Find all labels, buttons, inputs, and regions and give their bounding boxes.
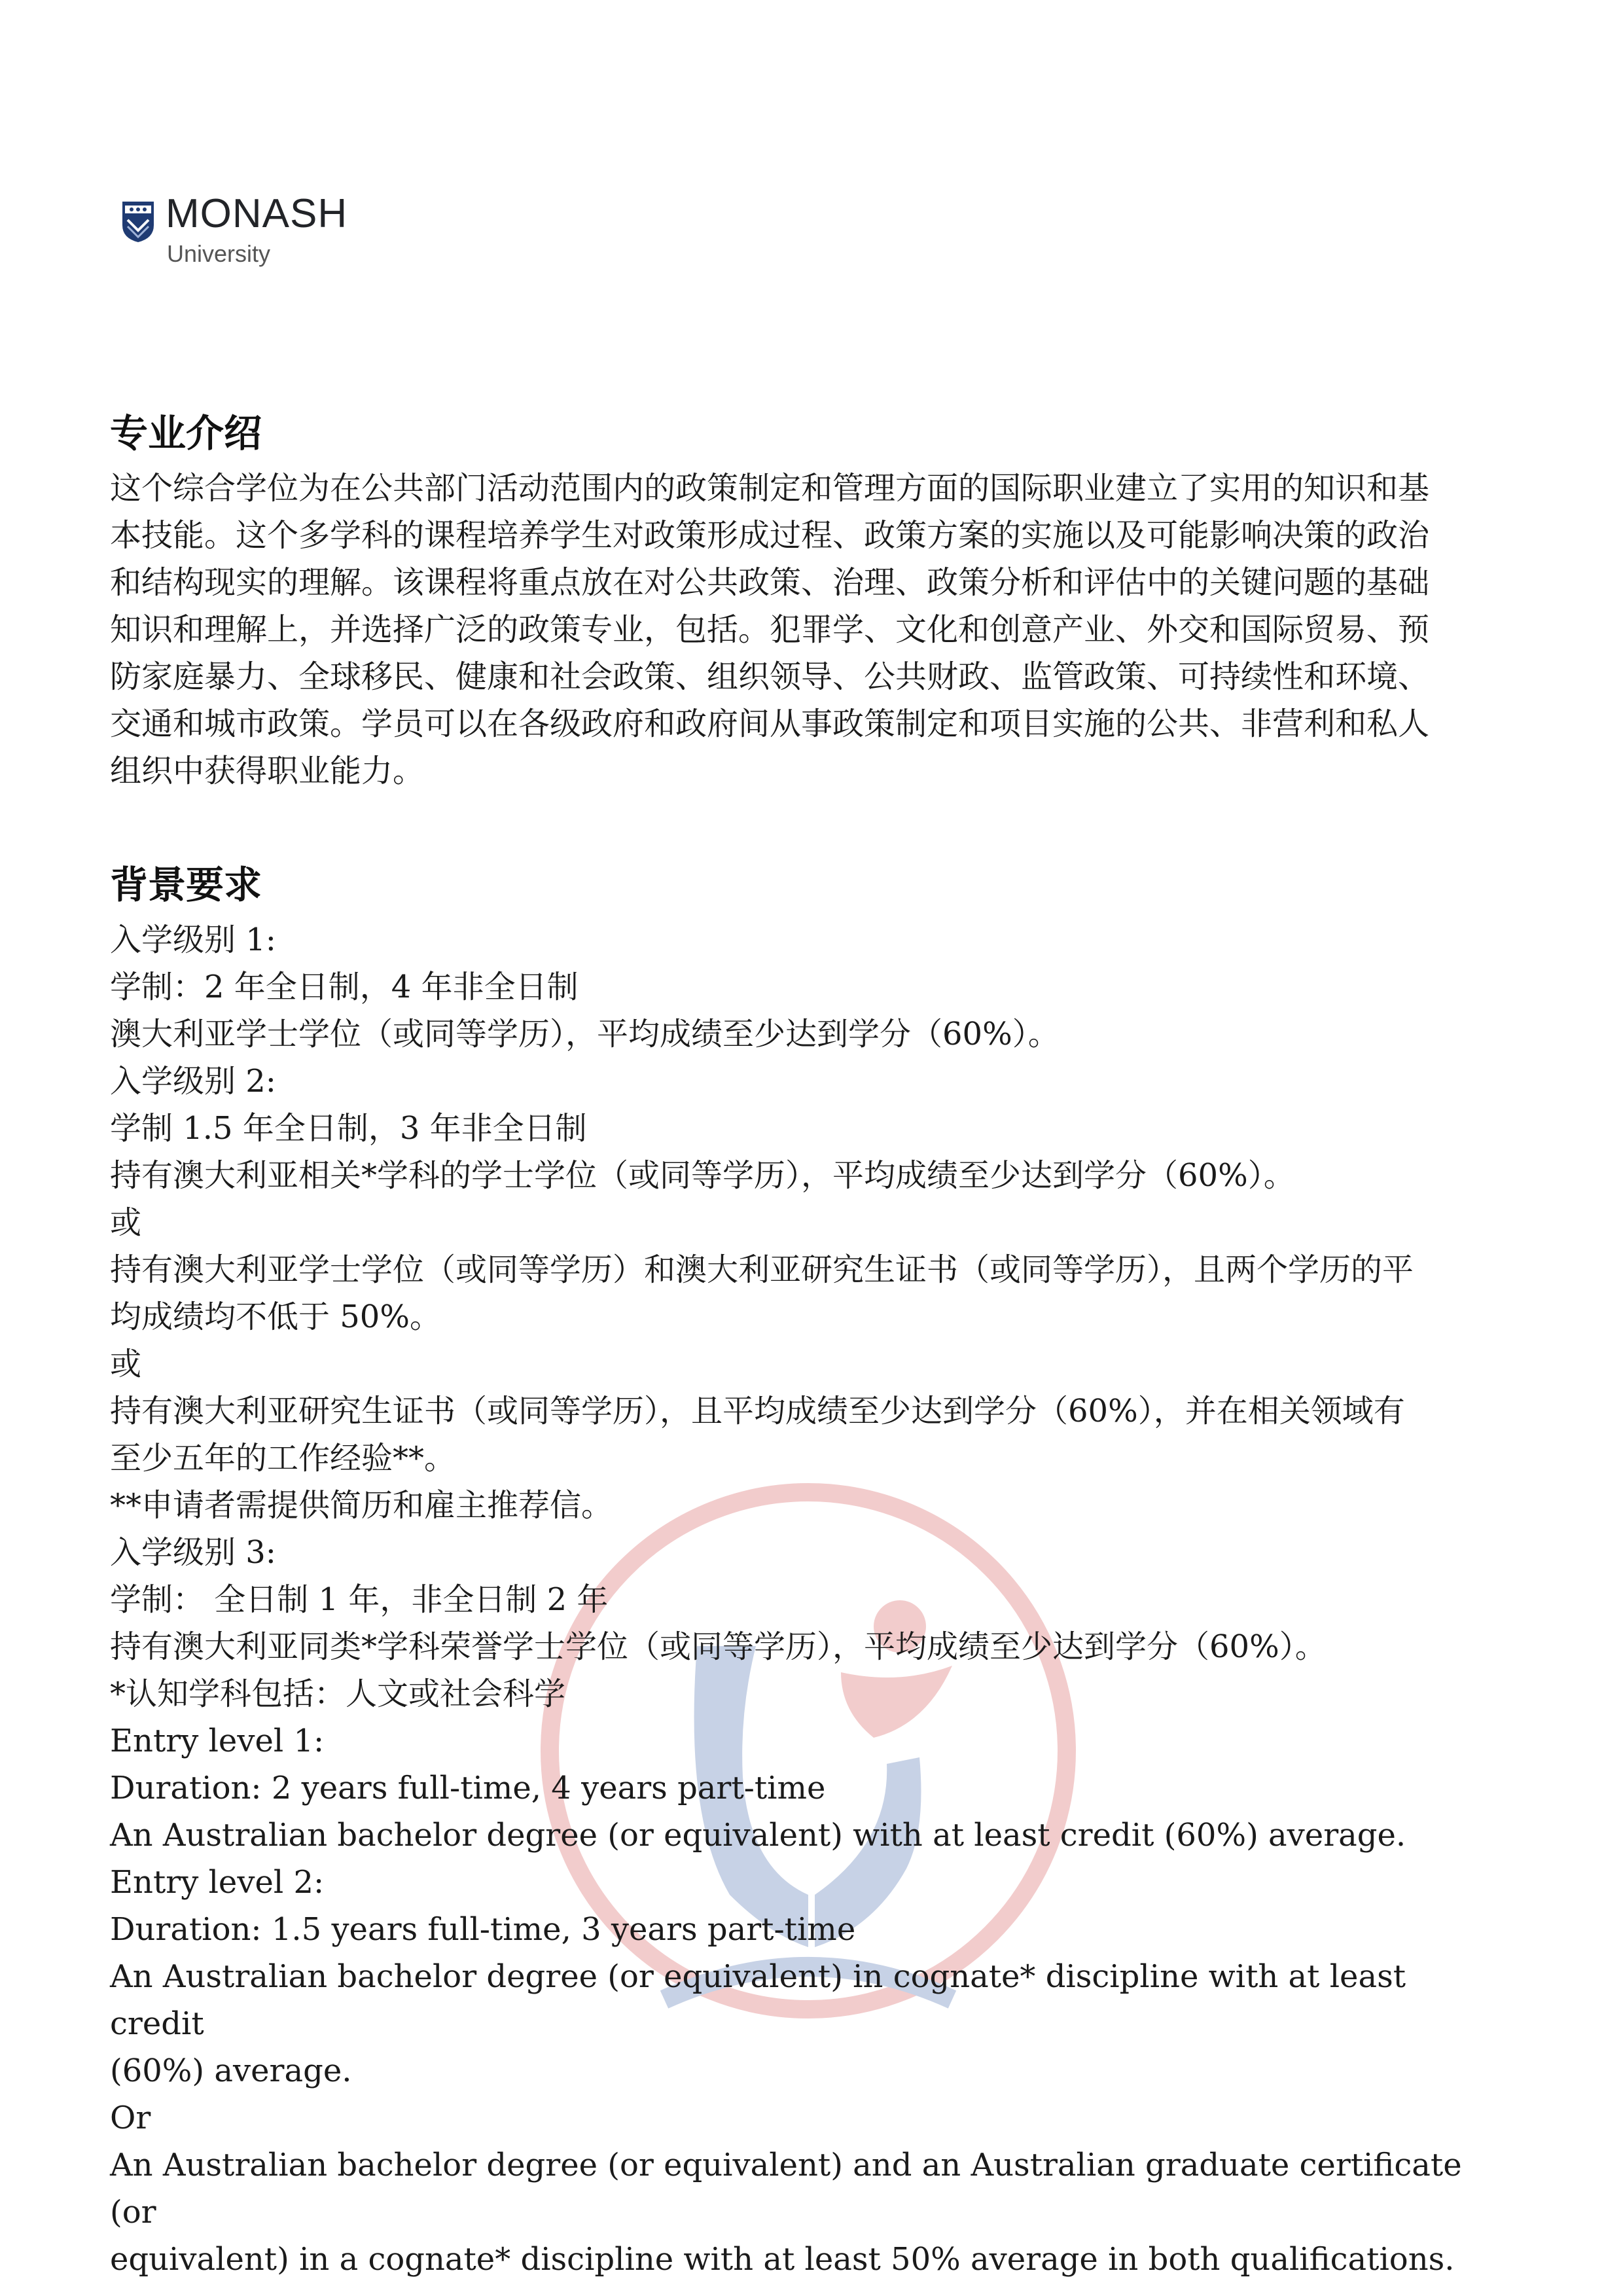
requirement-line: 持有澳大利亚研究生证书（或同等学历），且平均成绩至少达到学分（60%），并在相关领域有 [110, 1393, 1405, 1429]
intro-line: 这个综合学位为在公共部门活动范围内的政策制定和管理方面的国际职业建立了实用的知识和基 [110, 470, 1430, 507]
requirement-line: 学制 1.5 年全日制，3 年非全日制 [110, 1110, 587, 1147]
requirement-line: *认知学科包括：人文或社会科学 [110, 1676, 566, 1712]
requirement-line: 均成绩均不低于 50%。 [110, 1299, 441, 1335]
requirement-line: An Australian bachelor degree (or equivalent) in cognate* discipline with at least credit [110, 1958, 1406, 2042]
requirement-line: 入学级别 3: [110, 1534, 276, 1571]
section-title-requirements: 背景要求 [110, 863, 262, 907]
requirement-line: 或 [110, 1346, 142, 1382]
requirement-line: 澳大利亚学士学位（或同等学历），平均成绩至少达到学分（60%）。 [110, 1016, 1060, 1052]
requirement-line: 持有澳大利亚同类*学科荣誉学士学位（或同等学历），平均成绩至少达到学分（60%）。 [110, 1628, 1327, 1665]
intro-line: 防家庭暴力、全球移民、健康和社会政策、组织领导、公共财政、监管政策、可持续性和环境、 [110, 658, 1430, 695]
requirement-line: 入学级别 1: [110, 922, 276, 958]
requirement-line: 至少五年的工作经验**。 [110, 1440, 456, 1477]
section-title-intro: 专业介绍 [110, 411, 262, 456]
requirement-line: Duration: 1.5 years full-time, 3 years part-time [110, 1911, 856, 1948]
requirement-line: 或 [110, 1204, 142, 1241]
intro-line: 和结构现实的理解。该课程将重点放在对公共政策、治理、政策分析和评估中的关键问题的基础 [110, 564, 1430, 601]
requirement-line: 持有澳大利亚学士学位（或同等学历）和澳大利亚研究生证书（或同等学历），且两个学历的平 [110, 1251, 1414, 1288]
intro-paragraph [110, 465, 1504, 795]
university-logo [107, 111, 382, 344]
requirement-line: (60%) average. [110, 2053, 352, 2089]
requirement-line: Duration: 2 years full-time, 4 years part-time [110, 1770, 826, 1806]
requirement-line: 学制：2 年全日制，4 年非全日制 [110, 969, 579, 1005]
requirement-line: Entry level 2: [110, 1864, 325, 1901]
requirement-line: 入学级别 2: [110, 1063, 276, 1100]
monash-crest-icon [121, 200, 155, 243]
logo-subtitle: University [167, 240, 271, 267]
intro-line: 交通和城市政策。学员可以在各级政府和政府间从事政策制定和项目实施的公共、非营利和私人 [110, 706, 1430, 742]
requirements-list [110, 916, 1504, 2283]
requirement-line: 持有澳大利亚相关*学科的学士学位（或同等学历），平均成绩至少达到学分（60%）。 [110, 1157, 1295, 1194]
requirement-line: An Australian bachelor degree (or equivalent) with at least credit (60%) average. [110, 1817, 1406, 1854]
requirement-line: **申请者需提供简历和雇主推荐信。 [110, 1487, 613, 1524]
requirement-line: equivalent) in a cognate* discipline with at least 50% average in both qualifications. [110, 2241, 1455, 2278]
intro-line: 组织中获得职业能力。 [110, 753, 425, 789]
requirement-line: An Australian bachelor degree (or equivalent) and an Australian graduate certificate (or [110, 2147, 1462, 2231]
requirement-line: Entry level 1: [110, 1723, 325, 1759]
logo-wordmark: MONASH [166, 191, 348, 236]
intro-line: 知识和理解上，并选择广泛的政策专业，包括。犯罪学、文化和创意产业、外交和国际贸易、预 [110, 611, 1430, 648]
requirement-line: Or [110, 2100, 151, 2136]
intro-line: 本技能。这个多学科的课程培养学生对政策形成过程、政策方案的实施以及可能影响决策的政治 [110, 517, 1430, 554]
requirement-line: 学制： 全日制 1 年，非全日制 2 年 [110, 1581, 609, 1618]
